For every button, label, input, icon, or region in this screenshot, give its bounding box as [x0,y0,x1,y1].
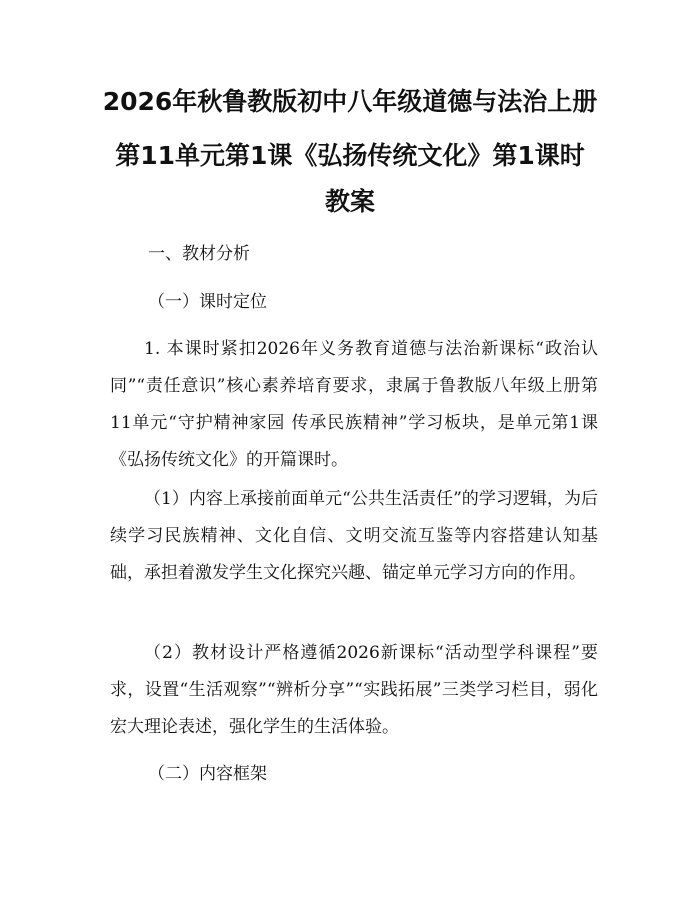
paragraph-text: （1）内容上承接前面单元“公共生活责任”的学习逻辑，为后续学习民族精神、文化自信、文明交流互鉴等内容搭建认知基础，承担着激发学生文化探究兴趣、锚定单元学习方向的作用。 [110,489,598,583]
document-title-line-3: 教案 [324,187,375,216]
paragraph-lesson-positioning [110,331,598,479]
document-title-line-1: 2026年秋鲁教版初中八年级道德与法治上册 [102,87,598,116]
paragraph-text: 1. 本课时紧扣2026年义务教育道德与法治新课标“政治认同”“责任意识”核心素养培育要求，隶属于鲁教版八年级上册第11单元“守护精神家园 传承民族精神”学习板块，是单元第1课《弘扬传统文化》的开篇课时。 [110,339,598,470]
subsection-heading-content-framework: （二）内容框架 [148,764,267,784]
subsection-heading-lesson-positioning: （一）课时定位 [148,292,267,312]
document-title-line-2: 第11单元第1课《弘扬传统文化》第1课时 [115,141,585,170]
paragraph-text: （2）教材设计严格遵循2026新课标“活动型学科课程”要求，设置“生活观察”“辨析分享”“实践拓展”三类学习栏目，弱化宏大理论表述，强化学生的生活体验。 [110,643,598,737]
section-heading-textbook-analysis: 一、教材分析 [148,244,250,264]
paragraph-content-connection [110,481,598,592]
paragraph-textbook-design [110,635,598,746]
